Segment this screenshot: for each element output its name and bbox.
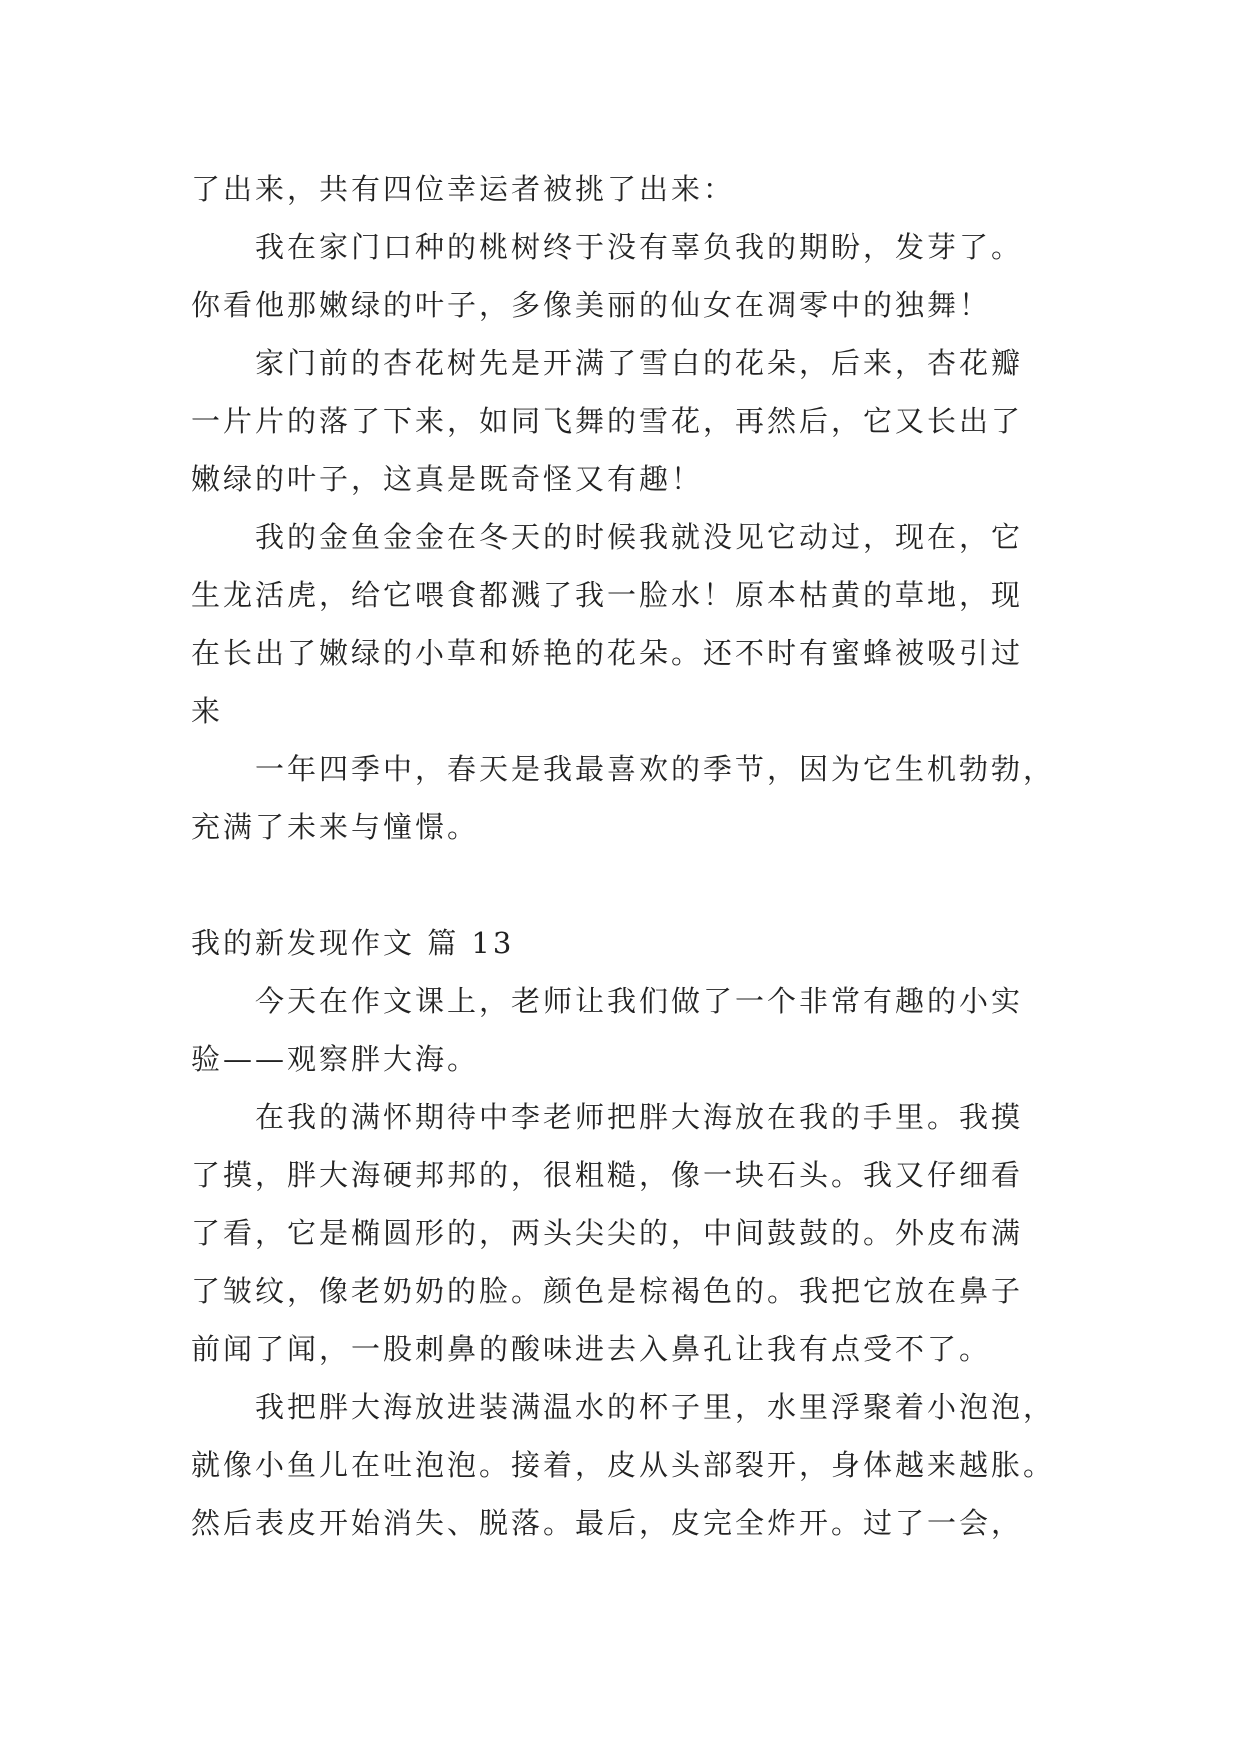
- document-body: [191, 160, 1071, 1552]
- section-heading: 我的新发现作文 篇 13: [191, 926, 515, 960]
- text-line: 家门前的杏花树先是开满了雪白的花朵，后来，杏花瓣: [255, 346, 1024, 380]
- text-line: 了皱纹，像老奶奶的脸。颜色是棕褐色的。我把它放在鼻子: [191, 1274, 1024, 1308]
- text-line: 就像小鱼儿在吐泡泡。接着，皮从头部裂开，身体越来越胀。: [191, 1448, 1056, 1482]
- text-line: 今天在作文课上，老师让我们做了一个非常有趣的小实: [255, 984, 1024, 1018]
- text-line: 了出来，共有四位幸运者被挑了出来：: [191, 172, 736, 206]
- text-line: 一片片的落了下来，如同飞舞的雪花，再然后，它又长出了: [191, 404, 1024, 438]
- text-line: 一年四季中，春天是我最喜欢的季节，因为它生机勃勃，: [255, 752, 1056, 786]
- text-line: 你看他那嫩绿的叶子，多像美丽的仙女在凋零中的独舞！: [191, 288, 992, 322]
- text-line: 验——观察胖大海。: [191, 1042, 480, 1076]
- text-line: 在长出了嫩绿的小草和娇艳的花朵。还不时有蜜蜂被吸引过: [191, 636, 1024, 670]
- text-line: 了看，它是椭圆形的，两头尖尖的，中间鼓鼓的。外皮布满: [191, 1216, 1024, 1250]
- text-line: 然后表皮开始消失、脱落。最后，皮完全炸开。过了一会，: [191, 1506, 1024, 1540]
- text-line: 生龙活虎，给它喂食都溅了我一脸水！原本枯黄的草地，现: [191, 578, 1024, 612]
- section-spacer: [191, 856, 1071, 914]
- text-line: 我的金鱼金金在冬天的时候我就没见它动过，现在，它: [255, 520, 1024, 554]
- text-line: 充满了未来与憧憬。: [191, 810, 480, 844]
- text-line: 前闻了闻，一股刺鼻的酸味进去入鼻孔让我有点受不了。: [191, 1332, 992, 1366]
- text-line: 了摸，胖大海硬邦邦的，很粗糙，像一块石头。我又仔细看: [191, 1158, 1024, 1192]
- text-line: 在我的满怀期待中李老师把胖大海放在我的手里。我摸: [255, 1100, 1024, 1134]
- text-line: 我把胖大海放进装满温水的杯子里，水里浮聚着小泡泡，: [255, 1390, 1056, 1424]
- text-line: 嫩绿的叶子，这真是既奇怪又有趣！: [191, 462, 704, 496]
- text-line: 来: [191, 694, 224, 728]
- text-line: 我在家门口种的桃树终于没有辜负我的期盼，发芽了。: [255, 230, 1024, 264]
